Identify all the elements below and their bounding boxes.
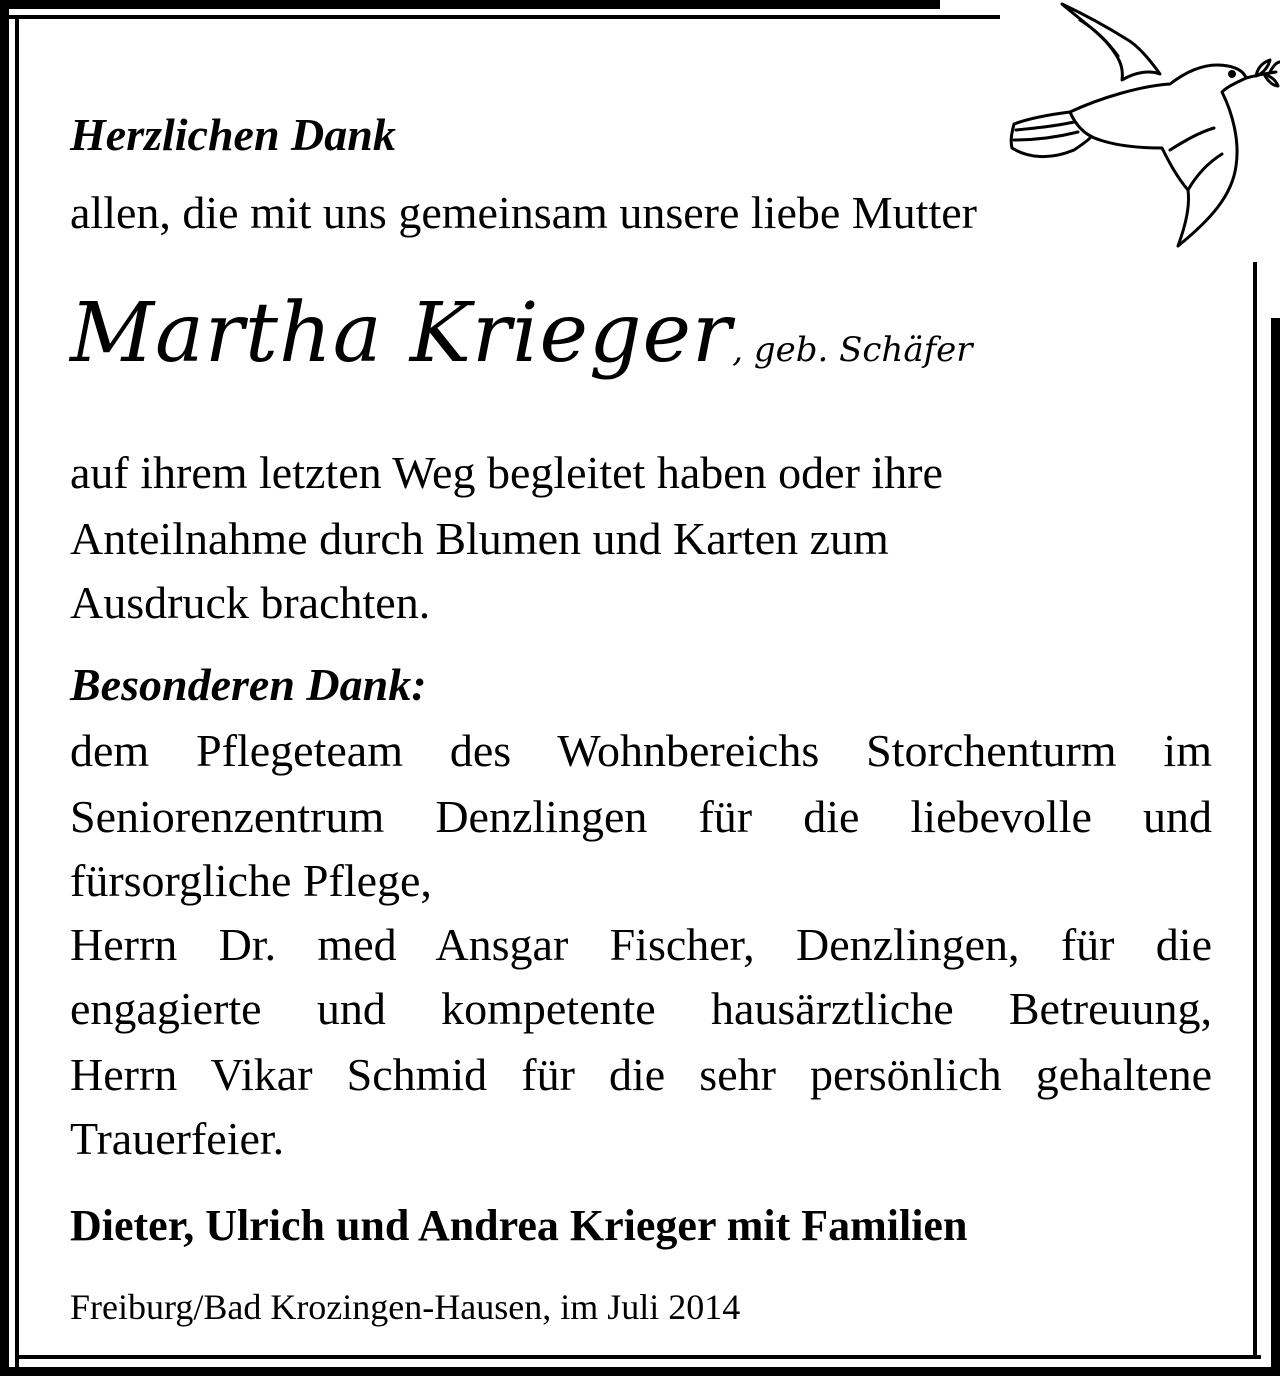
body-line: Ausdruck brachten. [70, 577, 431, 628]
maiden-name: , geb. Schäfer [732, 330, 973, 370]
notice-heading: Herzlichen Dank [70, 109, 396, 160]
deceased-name: Martha Krieger [70, 286, 733, 381]
special-line: fürsorgliche Pflege, [70, 855, 432, 906]
place-date: Freiburg/Bad Krozingen-Hausen, im Juli 2014 [70, 1287, 741, 1327]
frame-left-thick [0, 0, 9, 1376]
dove-icon [1000, 0, 1280, 250]
special-line: Trauerfeier. [70, 1113, 285, 1164]
special-line: engagierte und kompetente hausärztliche Betreuung, [70, 983, 1212, 1034]
frame-bottom-thin [15, 1355, 1261, 1359]
special-thanks-heading: Besonderen Dank: [70, 659, 427, 710]
signature: Dieter, Ulrich und Andrea Krieger mit Familien [70, 1201, 968, 1250]
frame-right-thin [1253, 262, 1257, 1359]
frame-right-thick [1271, 318, 1280, 1376]
special-line: Herrn Dr. med Ansgar Fischer, Denzlingen, für die [70, 919, 1212, 970]
deceased-name-block [70, 286, 973, 381]
intro-line: allen, die mit uns gemeinsam unsere liebe Mutter [70, 187, 977, 238]
frame-top-thin [0, 15, 1000, 19]
body-line: Anteilnahme durch Blumen und Karten zum [70, 513, 889, 564]
frame-bottom-thick [0, 1367, 1280, 1376]
special-line: Herrn Vikar Schmid für die sehr persönlich gehaltene [70, 1049, 1212, 1100]
frame-left-thin [15, 15, 19, 1370]
special-line: Seniorenzentrum Denzlingen für die liebevolle und [70, 791, 1212, 842]
frame-top-thick [0, 0, 940, 9]
special-line: dem Pflegeteam des Wohnbereichs Storchenturm im [70, 725, 1212, 776]
body-line: auf ihrem letzten Weg begleitet haben oder ihre [70, 447, 943, 498]
